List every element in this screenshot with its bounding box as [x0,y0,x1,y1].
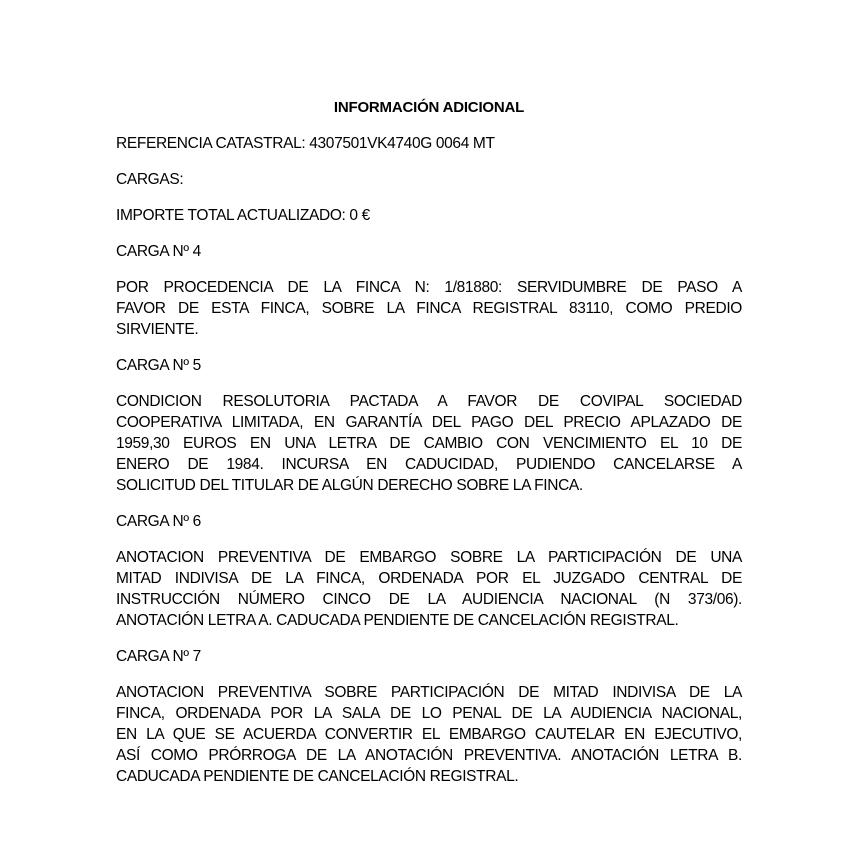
paragraph [116,241,742,262]
document-body [116,133,742,787]
paragraph [116,391,742,496]
text-line: CARGA Nº 5 [116,357,201,374]
paragraph [116,277,742,340]
text-line: EN LA QUE SE ACUERDA CONVERTIR EL EMBARGO CAUTELAR EN EJECUTIVO, [116,726,742,743]
text-line: SIRVIENTE. [116,321,199,338]
text-line: ANOTACION PREVENTIVA SOBRE PARTICIPACIÓN DE MITAD INDIVISA DE LA [116,684,742,701]
text-line: CADUCADA PENDIENTE DE CANCELACIÓN REGISTRAL. [116,768,519,785]
text-line: FAVOR DE ESTA FINCA, SOBRE LA FINCA REGISTRAL 83110, COMO PREDIO [116,300,742,317]
text-line: IMPORTE TOTAL ACTUALIZADO: 0 € [116,207,370,224]
text-line: ENERO DE 1984. INCURSA EN CADUCIDAD, PUDIENDO CANCELARSE A [116,456,742,473]
text-line: 1959,30 EUROS EN UNA LETRA DE CAMBIO CON VENCIMIENTO EL 10 DE [116,435,742,452]
text-line: ANOTACIÓN LETRA A. CADUCADA PENDIENTE DE CANCELACIÓN REGISTRAL. [116,612,679,629]
paragraph [116,205,742,226]
text-line: CONDICION RESOLUTORIA PACTADA A FAVOR DE COVIPAL SOCIEDAD [116,393,742,410]
text-line: FINCA, ORDENADA POR LA SALA DE LO PENAL DE LA AUDIENCIA NACIONAL, [116,705,742,722]
paragraph [116,682,742,787]
text-line: REFERENCIA CATASTRAL: 4307501VK4740G 0064 MT [116,135,495,152]
document-page [116,97,742,802]
paragraph [116,511,742,532]
paragraph [116,169,742,190]
text-line: ANOTACION PREVENTIVA DE EMBARGO SOBRE LA PARTICIPACIÓN DE UNA [116,549,742,566]
paragraph [116,133,742,154]
text-line: CARGAS: [116,171,184,188]
text-line: ASÍ COMO PRÓRROGA DE LA ANOTACIÓN PREVENTIVA. ANOTACIÓN LETRA B. [116,747,742,764]
text-line: MITAD INDIVISA DE LA FINCA, ORDENADA POR EL JUZGADO CENTRAL DE [116,570,742,587]
paragraph [116,547,742,631]
paragraph [116,646,742,667]
text-line: CARGA Nº 6 [116,513,201,530]
text-line: CARGA Nº 4 [116,243,201,260]
text-line: COOPERATIVA LIMITADA, EN GARANTÍA DEL PAGO DEL PRECIO APLAZADO DE [116,414,742,431]
text-line: SOLICITUD DEL TITULAR DE ALGÚN DERECHO SOBRE LA FINCA. [116,477,583,494]
paragraph [116,355,742,376]
text-line: CARGA Nº 7 [116,648,201,665]
document-title: INFORMACIÓN ADICIONAL [333,99,525,116]
text-line: POR PROCEDENCIA DE LA FINCA N: 1/81880: SERVIDUMBRE DE PASO A [116,279,742,296]
text-line: INSTRUCCIÓN NÚMERO CINCO DE LA AUDIENCIA NACIONAL (N 373/06). [116,591,742,608]
